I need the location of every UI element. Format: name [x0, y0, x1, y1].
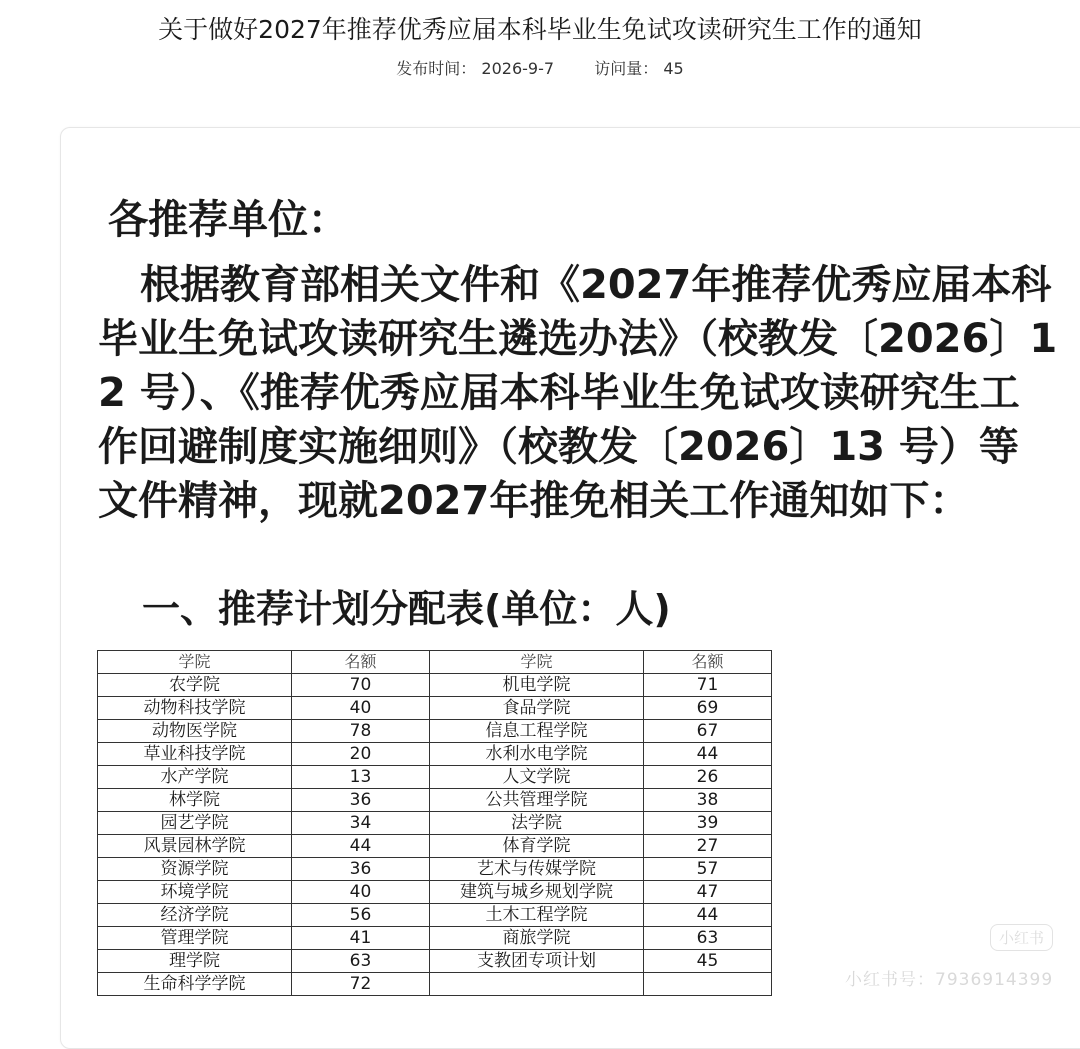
college-cell: 法学院	[430, 812, 644, 835]
quota-cell: 40	[292, 697, 430, 720]
college-cell: 信息工程学院	[430, 720, 644, 743]
college-cell: 艺术与传媒学院	[430, 858, 644, 881]
college-cell: 资源学院	[98, 858, 292, 881]
table-row	[98, 766, 772, 789]
quota-cell: 70	[292, 674, 430, 697]
table-row	[98, 881, 772, 904]
quota-table	[97, 650, 772, 996]
quota-cell: 34	[292, 812, 430, 835]
college-cell: 草业科技学院	[98, 743, 292, 766]
college-cell: 机电学院	[430, 674, 644, 697]
quota-cell: 36	[292, 858, 430, 881]
watermark-id: 小红书号：7936914399	[845, 970, 1054, 990]
college-cell: 食品学院	[430, 697, 644, 720]
college-cell: 管理学院	[98, 927, 292, 950]
college-cell: 园艺学院	[98, 812, 292, 835]
quota-cell: 39	[644, 812, 772, 835]
quota-cell: 13	[292, 766, 430, 789]
table-row	[98, 697, 772, 720]
table-row	[98, 674, 772, 697]
notice-paragraph: 根据教育部相关文件和《2027年推荐优秀应届本科毕业生免试攻读研究生遴选办法》（校教发〔2026〕12 号）、《推荐优秀应届本科毕业生免试攻读研究生工作回避制度实施细则》（校教发〔2026〕13 号）等文件精神，现就2027年推免相关工作通知如下：	[98, 262, 1058, 524]
table-row	[98, 789, 772, 812]
college-cell: 人文学院	[430, 766, 644, 789]
quota-cell: 36	[292, 789, 430, 812]
college-cell: 体育学院	[430, 835, 644, 858]
visit-count: 45	[663, 59, 684, 78]
college-cell: 林学院	[98, 789, 292, 812]
publish-date: 2026-9-7	[481, 59, 555, 78]
quota-cell: 67	[644, 720, 772, 743]
quota-cell: 63	[292, 950, 430, 973]
quota-cell: 27	[644, 835, 772, 858]
college-cell	[430, 973, 644, 996]
column-header-quota: 名额	[644, 651, 772, 674]
college-cell: 动物医学院	[98, 720, 292, 743]
quota-cell: 26	[644, 766, 772, 789]
quota-cell: 38	[644, 789, 772, 812]
college-cell: 风景园林学院	[98, 835, 292, 858]
quota-cell: 44	[292, 835, 430, 858]
table-row	[98, 950, 772, 973]
quota-cell: 69	[644, 697, 772, 720]
college-cell: 动物科技学院	[98, 697, 292, 720]
quota-cell: 20	[292, 743, 430, 766]
quota-cell: 44	[644, 904, 772, 927]
college-cell: 水利水电学院	[430, 743, 644, 766]
salutation: 各推荐单位：	[108, 197, 348, 243]
table-row	[98, 927, 772, 950]
college-cell: 环境学院	[98, 881, 292, 904]
quota-cell: 72	[292, 973, 430, 996]
quota-cell: 47	[644, 881, 772, 904]
college-cell: 建筑与城乡规划学院	[430, 881, 644, 904]
table-row	[98, 858, 772, 881]
table-row	[98, 743, 772, 766]
college-cell: 水产学院	[98, 766, 292, 789]
publish-label: 发布时间：	[396, 59, 477, 78]
college-cell: 生命科学学院	[98, 973, 292, 996]
college-cell: 经济学院	[98, 904, 292, 927]
quota-cell	[644, 973, 772, 996]
college-cell: 商旅学院	[430, 927, 644, 950]
college-cell: 公共管理学院	[430, 789, 644, 812]
quota-cell: 44	[644, 743, 772, 766]
quota-cell: 41	[292, 927, 430, 950]
section-heading: 一、推荐计划分配表(单位：人)	[142, 587, 671, 631]
quota-cell: 63	[644, 927, 772, 950]
table-header-row	[98, 651, 772, 674]
visits-label: 访问量：	[594, 59, 659, 78]
table-row	[98, 904, 772, 927]
quota-cell: 57	[644, 858, 772, 881]
quota-cell: 56	[292, 904, 430, 927]
quota-cell: 45	[644, 950, 772, 973]
page-title: 关于做好2027年推荐优秀应届本科毕业生免试攻读研究生工作的通知	[158, 15, 922, 44]
college-cell: 理学院	[98, 950, 292, 973]
table-row	[98, 835, 772, 858]
table-row	[98, 973, 772, 996]
college-cell: 农学院	[98, 674, 292, 697]
quota-cell: 40	[292, 881, 430, 904]
article-meta	[0, 56, 1080, 82]
quota-cell: 78	[292, 720, 430, 743]
watermark-logo: 小红书	[990, 924, 1053, 951]
college-cell: 土木工程学院	[430, 904, 644, 927]
table-row	[98, 812, 772, 835]
quota-cell: 71	[644, 674, 772, 697]
column-header-college: 学院	[98, 651, 292, 674]
column-header-quota: 名额	[292, 651, 430, 674]
table-row	[98, 720, 772, 743]
college-cell: 支教团专项计划	[430, 950, 644, 973]
column-header-college: 学院	[430, 651, 644, 674]
quota-table-body	[98, 674, 772, 996]
